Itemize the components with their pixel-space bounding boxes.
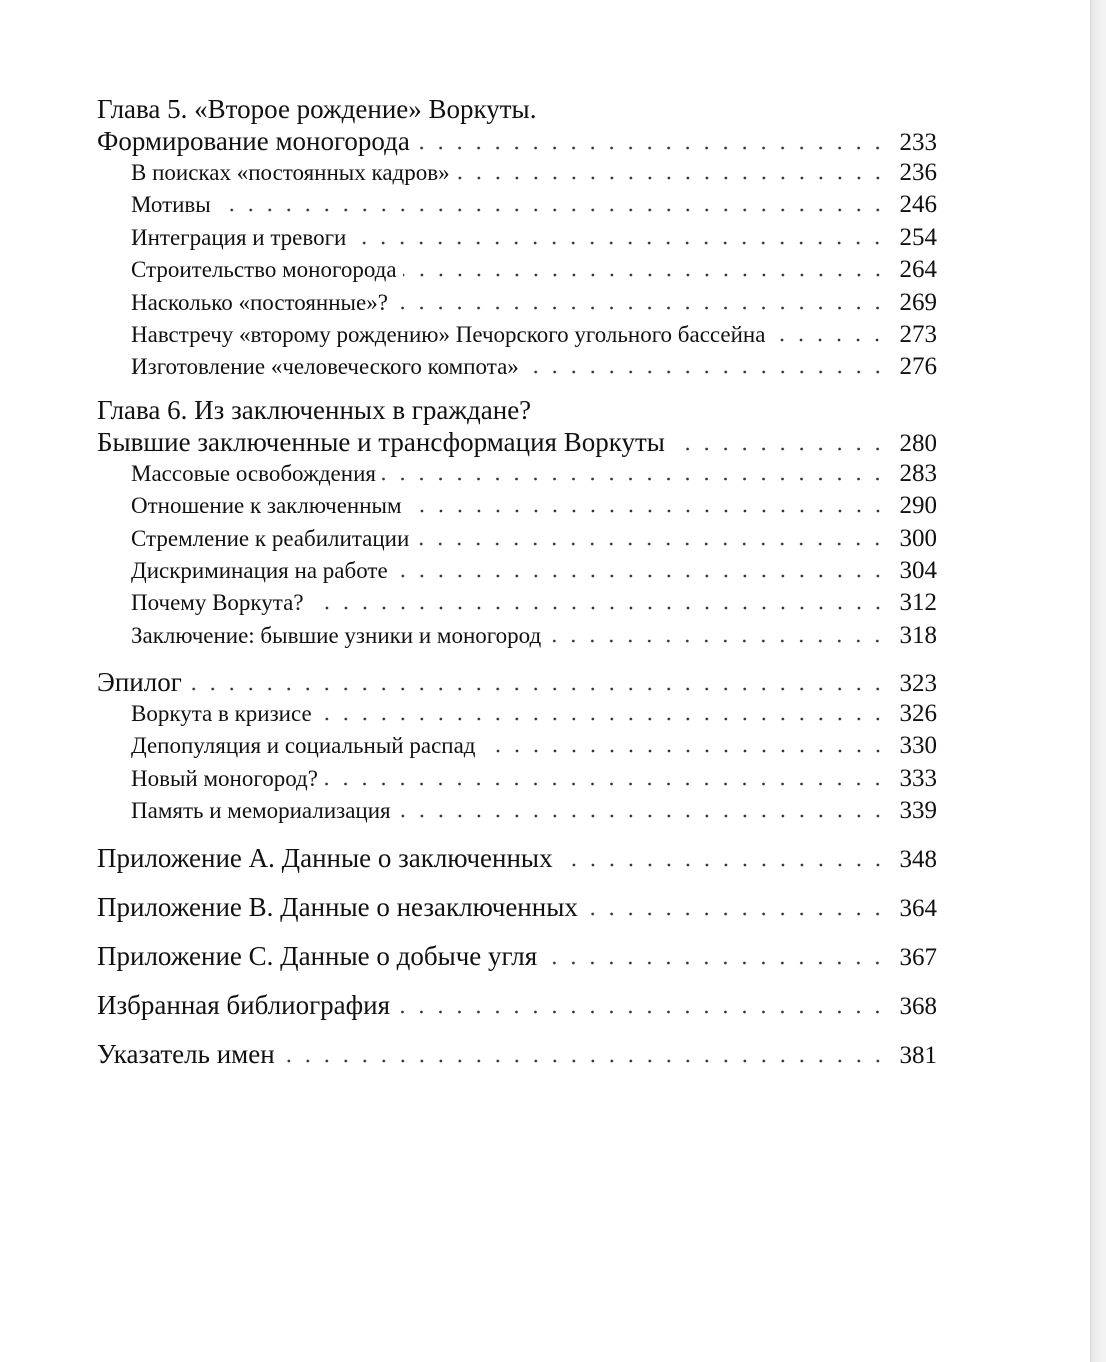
toc-entry-title: Навстречу «второму рождению» Печорского угольного бассейна <box>131 321 766 347</box>
dot-leader <box>281 1059 887 1063</box>
spacer <box>97 1021 937 1038</box>
dot-leader <box>394 574 887 578</box>
toc-entry-bibliography[interactable] <box>97 989 937 1021</box>
toc-subentry[interactable] <box>97 157 937 189</box>
chapter-5-heading: Глава 5. «Второе рождение» Воркуты. <box>97 94 537 124</box>
toc-page-number: 364 <box>899 894 937 922</box>
spacer <box>97 652 937 666</box>
toc-page-number: 276 <box>899 353 937 381</box>
toc-page-number: 233 <box>899 129 937 156</box>
chapter-5-block <box>97 93 937 384</box>
toc-page-number: 273 <box>899 320 937 348</box>
toc-entry-title: Насколько «постоянные»? <box>131 289 388 315</box>
toc-subentry[interactable] <box>97 555 937 587</box>
toc-entry-chapter-5[interactable] <box>97 125 937 157</box>
dot-leader <box>217 208 887 212</box>
dot-leader <box>771 338 887 342</box>
spacer <box>97 828 937 842</box>
toc-entry-title: Приложение B. Данные о незаключенных <box>97 891 578 922</box>
toc-entry-chapter-6[interactable] <box>97 426 937 458</box>
toc-entry-appendix-c[interactable] <box>97 940 937 972</box>
spacer <box>97 923 937 940</box>
toc-page-number: 326 <box>899 700 937 728</box>
toc-entry-name-index[interactable] <box>97 1038 937 1070</box>
dot-leader <box>403 273 887 277</box>
toc-page-number: 381 <box>899 1041 937 1069</box>
dot-leader <box>310 606 887 610</box>
dot-leader <box>456 176 887 180</box>
toc-entry-title: Изготовление «человеческого компота» <box>131 354 519 380</box>
toc-entry-title: Массовые освобождения <box>131 460 376 486</box>
dot-leader <box>408 509 887 513</box>
toc-entry-title: Бывшие заключенные и трансформация Воркуты <box>97 426 665 457</box>
toc-entry-title: Почему Воркута? <box>131 590 304 616</box>
dot-leader <box>584 912 887 916</box>
dot-leader <box>525 370 887 374</box>
dot-leader <box>416 146 887 150</box>
toc-page-number: 264 <box>899 256 937 284</box>
toc-subentry[interactable] <box>97 730 937 762</box>
toc-entry-title: Приложение C. Данные о добыче угля <box>97 940 538 971</box>
toc-entry-title: Отношение к заключенным <box>131 493 402 519</box>
toc-page-number: 280 <box>899 429 937 457</box>
dot-leader <box>543 961 887 965</box>
toc-entry-title: Избранная библиография <box>97 989 391 1020</box>
toc-entry-title: Формирование моногорода <box>97 126 410 156</box>
toc-page-number: 246 <box>899 191 937 219</box>
dot-leader <box>396 1010 887 1014</box>
dot-leader <box>188 687 887 691</box>
dot-leader <box>318 717 887 721</box>
toc-entry-title: Депопуляция и социальный распад <box>131 733 476 759</box>
toc-page-number: 269 <box>899 288 937 316</box>
toc-page-number: 236 <box>899 159 937 186</box>
toc-entry-title: Память и мемориализация <box>131 798 391 824</box>
dot-leader <box>324 782 887 786</box>
dot-leader <box>394 306 887 310</box>
toc-page-number: 283 <box>899 459 937 487</box>
toc-page-number: 254 <box>899 223 937 251</box>
toc-page-number: 290 <box>899 492 937 520</box>
table-of-contents <box>97 93 937 1070</box>
toc-subentry[interactable] <box>97 458 937 490</box>
dot-leader <box>482 749 887 753</box>
toc-entry-title: Эпилог <box>97 667 182 698</box>
dot-leader <box>415 542 887 546</box>
toc-subentry[interactable] <box>97 351 937 383</box>
toc-subentry[interactable] <box>97 763 937 795</box>
toc-entry-title: Приложение A. Данные о заключенных <box>97 842 553 873</box>
chapter-6-block <box>97 394 937 652</box>
dot-leader <box>352 241 887 245</box>
toc-subentry[interactable] <box>97 587 937 619</box>
spacer <box>97 874 937 891</box>
toc-entry-title: Дискриминация на работе <box>131 557 388 583</box>
toc-subentry[interactable] <box>97 795 937 827</box>
toc-page-number: 330 <box>899 732 937 760</box>
toc-subentry[interactable] <box>97 189 937 221</box>
toc-subentry[interactable] <box>97 490 937 522</box>
toc-entry-title: В поисках «постоянных кадров» <box>131 160 450 185</box>
spacer <box>97 384 937 394</box>
dot-leader <box>397 814 887 818</box>
toc-subentry[interactable] <box>97 523 937 555</box>
toc-subentry[interactable] <box>97 222 937 254</box>
chapter-6-heading: Глава 6. Из заключенных в граждане? <box>97 394 532 425</box>
dot-leader <box>382 477 887 481</box>
toc-page-number: 312 <box>899 589 937 617</box>
dot-leader <box>671 447 887 451</box>
toc-entry-appendix-a[interactable] <box>97 842 937 874</box>
dot-leader <box>559 863 887 867</box>
toc-subentry[interactable] <box>97 254 937 286</box>
page-edge-shadow <box>1090 0 1106 1362</box>
toc-page-number: 300 <box>899 524 937 552</box>
toc-entry-epilogue[interactable] <box>97 666 937 698</box>
toc-subentry[interactable] <box>97 319 937 351</box>
dot-leader <box>547 639 887 643</box>
toc-entry-title: Воркута в кризисе <box>131 701 312 727</box>
epilogue-block <box>97 666 937 828</box>
toc-subentry[interactable] <box>97 698 937 730</box>
toc-entry-title: Интеграция и тревоги <box>131 224 347 250</box>
toc-page-number: 368 <box>899 992 937 1020</box>
toc-page-number: 367 <box>899 943 937 971</box>
toc-subentry[interactable] <box>97 620 937 652</box>
toc-entry-title: Заключение: бывшие узники и моногород <box>131 622 542 648</box>
toc-entry-title: Мотивы <box>131 192 211 218</box>
toc-entry-title: Стремление к реабилитации <box>131 525 410 551</box>
toc-page-number: 339 <box>899 797 937 825</box>
toc-page-number: 318 <box>899 621 937 649</box>
toc-entry-title: Новый моногород? <box>131 765 318 791</box>
spacer <box>97 972 937 989</box>
toc-page-number: 333 <box>899 764 937 792</box>
toc-entry-appendix-b[interactable] <box>97 891 937 923</box>
toc-entry-title: Строительство моногорода <box>131 257 397 283</box>
toc-page-number: 304 <box>899 556 937 584</box>
toc-subentry[interactable] <box>97 287 937 319</box>
toc-entry-title: Указатель имен <box>97 1038 275 1069</box>
toc-page-number: 348 <box>899 845 937 873</box>
toc-page-number: 323 <box>899 670 937 698</box>
